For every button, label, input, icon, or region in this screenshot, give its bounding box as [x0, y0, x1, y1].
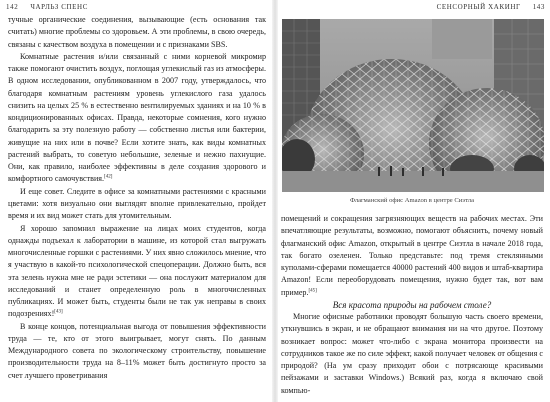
left-text-column [8, 14, 266, 382]
left-paragraph-4: Я хорошо запомнил выражение на лицах моих студентов, когда однажды подъехал к лаборатории в машине, из которой стал выгружать многочисленные горшки с растениями. У них явно сложилось мнение, что я участвую в какой-то психологической спецоперации. Должно быть, вся эта зелень нужна мне не ради эстетики — она послужит материалом для исследований и станет определенную роль в многочисленных публикациях. И может быть, студенты были не так уж неправы в своих подозрениях![43] [8, 223, 266, 319]
left-running-title: ЧАРЛЬЗ СПЕНС [30, 3, 88, 11]
right-page-number: 143 [532, 3, 545, 11]
left-page-number: 142 [6, 3, 19, 11]
photo-caption: Флагманский офис Amazon в центре Сиэтла [349, 197, 475, 204]
right-text-column [281, 213, 543, 397]
right-running-head [281, 2, 545, 13]
footnote-ref: [43] [54, 309, 63, 315]
left-paragraph-1: тучные органические соединения, вызывающие (есть основания так считать) многие проблемы со здоровьем. А эти проблемы, в свою очередь, связаны с качеством воздуха в помещении и с признаками SBS. [8, 15, 266, 49]
right-paragraph-2: Многие офисные работники проводят большую часть своего времени, уткнувшись в экран, и не обращают внимания ни на что другое. Поэтому возникает вопрос: может что-либо с экрана монитора произвести на сотрудников такое же по силе эффект, какой получает человек от общения с природой? (На ум сразу приходит обои с потрясающе красивыми пейзажами и заставки Windows.) Всякий раз, когда я включаю свой компью- [281, 312, 543, 395]
amazon-spheres-photo [282, 19, 544, 192]
footnote-ref: [45] [308, 287, 317, 293]
left-paragraph-5: В конце концов, потенциальная выгода от повышения эффективности труда — те, кто от этого выигрывает, могут снять. По данным Международного совета по экологическому строительству, повышение производительности труда на 8–11% может быть достигнуто просто за счет лучшего проветривания [8, 321, 266, 380]
right-paragraph-1: помещений и сокращения загрязняющих веществ на рабочих местах. Эти впечатляющие результаты, возможно, помогают объяснить, почему новый флагманский офис Amazon, открытый в центре Сиэтла в начале 2018 года, так богато озеленен. Только представьте: под тремя стеклянными куполами-сферами помещается 40000 растений 400 видов и штаб-квартира Amazon! Если переоборудовать помещения, нужно будет так, вот вам пример.[45] [281, 214, 543, 297]
section-subheading: Вся красота природы на рабочем столе? [332, 299, 492, 310]
left-paragraph-3: И еще совет. Следите в офисе за комнатными растениями с красными цветами: хотя визуально они выглядят вполне привлекательно, пройдет время и их вид может стать для утомительным. [8, 186, 266, 221]
left-paragraph-2: Комнатные растения и/или связанный с ними корневой микромир также помогают очистить воздух, поглощая углекислый газ из атмосферы. В одном исследовании, опубликованном в 2007 году, утверждалось, что благодаря комнатным растениям уровень углекислого газа удалось снизить на целых 25 % в естественно вентилируемых зданиях и на 10 % в кондиционированных офисах. Правда, некоторые сомнения, кого нужно благодарить за эту полезную работу — собственно листья или бактерии, живущие на них или в почве? Если хотите знать, как виды комнатных растений выбрать, то советую небольшие, зеленые и нежно пахнущие. Они, как правило, наиболее эффективны в деле создания здорового и комфортного самочувствия.[42] [8, 51, 266, 184]
right-running-title: СЕНСОРНЫЙ ХАКИНГ [436, 3, 521, 11]
left-running-head [6, 2, 268, 13]
footnote-ref: [42] [104, 174, 113, 180]
right-page [275, 0, 550, 402]
